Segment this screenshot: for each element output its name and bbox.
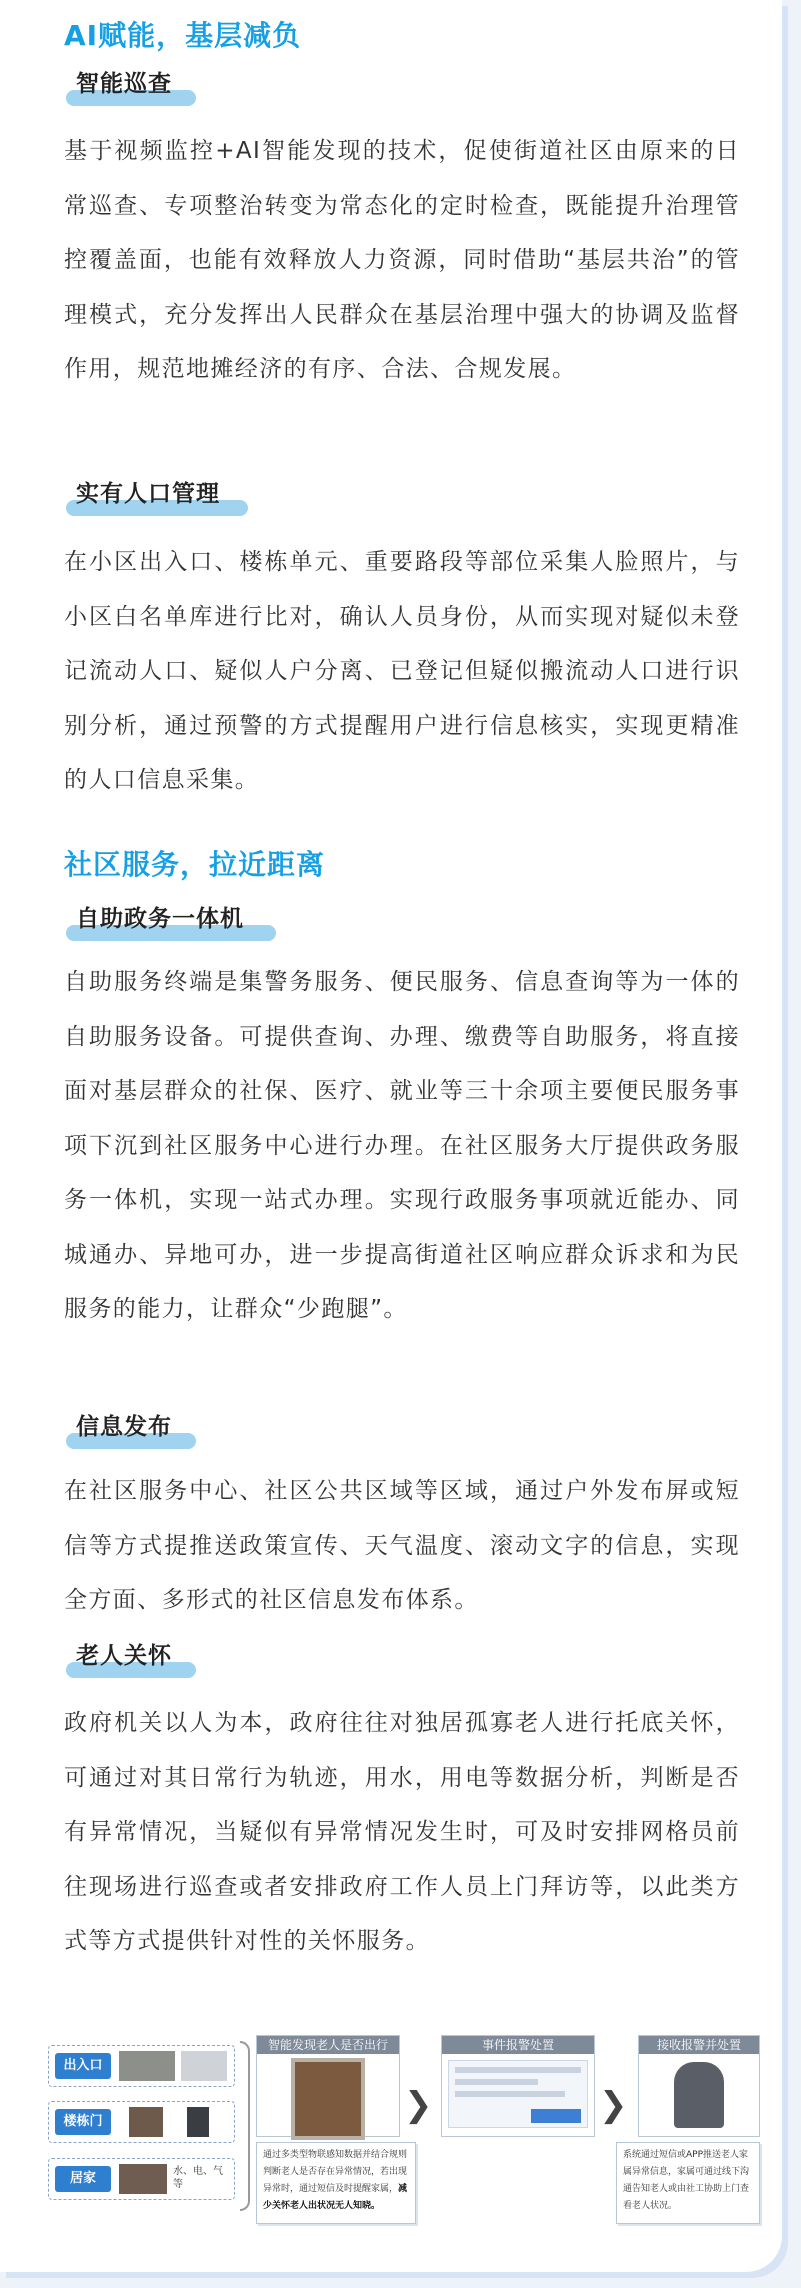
heading-text: 自助政务一体机 bbox=[76, 906, 244, 932]
person-image bbox=[674, 2062, 724, 2128]
subsection-heading-population bbox=[66, 478, 220, 518]
paragraph-kiosk: 自助服务终端是集警务服务、便民服务、信息查询等为一体的自助服务设备。可提供查询、办理、缴费等自助服务，将直接面对基层群众的社保、医疗、就业等三十余项主要便民服务事项下沉到社区服务中心进行办理。在社区服务大厅提供政务服务一体机，实现一站式办理。实现行政服务事项就近能办、同城通办、异地可办，进一步提高街道社区响应群众诉求和为民服务的能力，让群众“少跑腿”。 bbox=[64, 969, 740, 1322]
access-panel-icon bbox=[187, 2107, 209, 2137]
home-photo bbox=[119, 2164, 167, 2194]
heading-text: 信息发布 bbox=[76, 1414, 172, 1440]
door-photo bbox=[129, 2107, 163, 2137]
arrow-icon: ❯ bbox=[599, 2085, 628, 2125]
input-label: 居家 bbox=[55, 2166, 111, 2192]
section-title-ai: AI赋能，基层减负 bbox=[64, 19, 302, 52]
paragraph-population: 在小区出入口、楼栋单元、重要路段等部位采集人脸照片，与小区白名单库进行比对，确认人员身份，从而实现对疑似未登记流动人口、疑似人户分离、已登记但疑似搬流动人口进行识别分析，通过预警的方式提醒用户进行信息核实，实现更精准的人口信息采集。 bbox=[64, 549, 740, 793]
input-entrance bbox=[48, 2045, 235, 2087]
door-image bbox=[291, 2058, 365, 2140]
group-brace bbox=[240, 2041, 250, 2211]
input-label: 楼栋门 bbox=[55, 2109, 111, 2135]
camera-icon bbox=[181, 2051, 227, 2081]
step-title: 接收报警并处置 bbox=[639, 2036, 759, 2054]
input-label: 出入口 bbox=[55, 2053, 111, 2079]
input-home bbox=[48, 2158, 235, 2200]
dashboard-image bbox=[448, 2060, 588, 2128]
note-detect: 通过多类型物联感知数据并结合规则判断老人是否存在异常情况，若出现异常时，通过短信及时提醒家属，减少关怀老人出状况无人知晓。 bbox=[256, 2142, 416, 2224]
heading-text: 实有人口管理 bbox=[76, 481, 220, 507]
note-receive: 系统通过短信或APP推送老人家属异常信息，家属可通过线下沟通告知老人或由社工协助上门查看老人状况。 bbox=[616, 2142, 760, 2224]
subsection-heading-elderly bbox=[66, 1640, 172, 1680]
entrance-photo bbox=[119, 2051, 175, 2081]
input-building-door bbox=[48, 2101, 235, 2143]
step-receive-panel bbox=[638, 2035, 760, 2137]
paragraph-patrol: 基于视频监控+AI智能发现的技术，促使街道社区由原来的日常巡查、专项整治转变为常态化的定时检查，既能提升治理管控覆盖面，也能有效释放人力资源，同时借助“基层共治”的管理模式，充分发挥出人民群众在基层治理中强大的协调及监督作用，规范地摊经济的有序、合法、合规发展。 bbox=[64, 138, 740, 382]
heading-text: 智能巡查 bbox=[76, 71, 172, 97]
subsection-heading-kiosk bbox=[66, 903, 244, 943]
heading-text: 老人关怀 bbox=[76, 1643, 172, 1669]
step-detect-panel bbox=[256, 2035, 400, 2137]
subsection-heading-patrol bbox=[66, 68, 172, 108]
step-title: 智能发现老人是否出行 bbox=[257, 2036, 399, 2054]
step-title: 事件报警处置 bbox=[442, 2036, 594, 2054]
step-alarm-panel bbox=[441, 2035, 595, 2137]
paragraph-elderly: 政府机关以人为本，政府往往对独居孤寡老人进行托底关怀，可通过对其日常行为轨迹，用水，用电等数据分析，判断是否有异常情况，当疑似有异常情况发生时，可及时安排网格员前往现场进行巡查或者安排政府工作人员上门拜访等，以此类方式等方式提供针对性的关怀服务。 bbox=[64, 1710, 740, 1954]
subsection-heading-info bbox=[66, 1411, 172, 1451]
elderly-care-diagram bbox=[48, 2035, 758, 2220]
paragraph-info: 在社区服务中心、社区公共区域等区域，通过户外发布屏或短信等方式提推送政策宣传、天气温度、滚动文字的信息，实现全方面、多形式的社区信息发布体系。 bbox=[64, 1478, 740, 1613]
utility-label: 水、电、气等 bbox=[173, 2166, 223, 2190]
section-title-service: 社区服务，拉近距离 bbox=[64, 848, 326, 881]
arrow-icon: ❯ bbox=[404, 2085, 433, 2125]
